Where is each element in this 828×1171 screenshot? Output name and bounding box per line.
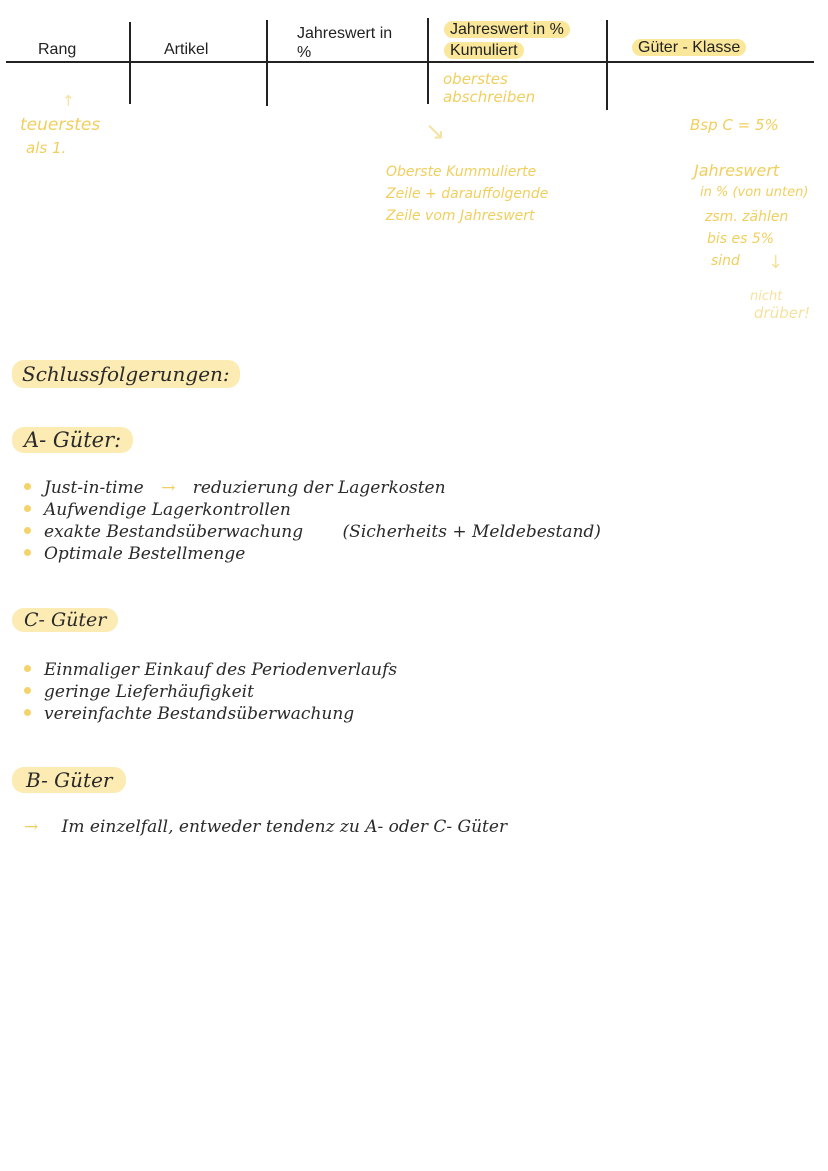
rang-note-line1: teuerstes <box>20 115 101 135</box>
header-klasse-label: Güter - Klasse <box>632 39 746 56</box>
klasse-arrow: ↓ <box>768 252 784 273</box>
a-item-rest: reduzierung der Lagerkosten <box>192 478 446 498</box>
column-divider <box>427 18 429 104</box>
header-rang: Rang <box>38 41 77 58</box>
conclusions-title: Schlussfolgerungen: <box>12 360 240 388</box>
c-item-text: vereinfachte Bestandsüberwachung <box>44 704 355 724</box>
c-goods-list <box>22 659 812 725</box>
bullet-dot <box>24 687 31 694</box>
bullet-dot <box>24 549 31 556</box>
klasse-line5: sind <box>711 253 740 269</box>
klasse-line2: in % (von unten) <box>700 185 809 200</box>
kum-note-line1: oberstes <box>443 70 508 88</box>
list-item <box>22 499 812 521</box>
header-jahreswert-kumuliert <box>444 20 570 60</box>
b-goods-text: Im einzelfall, entweder tendenz zu A- oder C- Güter <box>61 817 508 837</box>
klasse-line1: Jahreswert <box>694 161 780 180</box>
kum-arrow: ↘ <box>425 117 446 145</box>
rang-arrow: ↑ <box>62 92 75 110</box>
column-divider <box>129 22 131 104</box>
header-kumuliert-line1: Jahreswert in % <box>444 21 570 38</box>
klasse-line3: zsm. zählen <box>705 209 789 225</box>
column-divider <box>266 20 268 106</box>
list-item <box>22 477 812 499</box>
list-item <box>22 659 812 681</box>
header-artikel: Artikel <box>164 41 209 58</box>
a-item-paren: (Sicherheits + Meldebestand) <box>342 522 601 542</box>
list-item <box>22 681 812 703</box>
a-item-text: Aufwendige Lagerkontrollen <box>44 500 291 520</box>
header-gueter-klasse <box>632 38 746 57</box>
klasse-bsp: Bsp C = 5% <box>690 116 779 134</box>
b-goods-title: B- Güter <box>12 767 126 793</box>
arrow-icon: → <box>24 817 39 837</box>
a-item-text: Just-in-time <box>44 478 144 498</box>
bullet-dot <box>24 665 31 672</box>
a-goods-title: A- Güter: <box>12 427 133 453</box>
table-rule <box>6 61 814 63</box>
a-goods-list <box>22 477 812 565</box>
kum-expl-line1: Oberste Kummulierte <box>386 164 537 180</box>
header-jahreswert: Jahreswert in % <box>297 25 393 61</box>
list-item <box>22 703 812 725</box>
list-item <box>22 521 812 543</box>
bullet-dot <box>24 483 31 490</box>
klasse-warn1: nicht <box>750 289 783 304</box>
a-item-text: Optimale Bestellmenge <box>44 544 246 564</box>
klasse-warn2: drüber! <box>754 304 811 322</box>
c-item-text: geringe Lieferhäufigkeit <box>44 682 254 702</box>
a-item-text: exakte Bestandsüberwachung <box>44 522 304 542</box>
c-item-text: Einmaliger Einkauf des Periodenverlaufs <box>44 660 398 680</box>
b-goods-line <box>24 817 814 837</box>
bullet-dot <box>24 709 31 716</box>
kum-note-line2: abschreiben <box>443 88 536 106</box>
bullet-dot <box>24 527 31 534</box>
c-goods-title: C- Güter <box>12 608 118 632</box>
bullet-dot <box>24 505 31 512</box>
header-kumuliert-line2: Kumuliert <box>444 42 524 59</box>
kum-expl-line3: Zeile vom Jahreswert <box>386 208 535 224</box>
kum-expl-line2: Zeile + darauffolgende <box>386 186 549 202</box>
arrow-icon: → <box>161 478 176 498</box>
rang-note-line2: als 1. <box>26 139 67 157</box>
klasse-line4: bis es 5% <box>707 231 775 247</box>
list-item <box>22 543 812 565</box>
column-divider <box>606 20 608 110</box>
